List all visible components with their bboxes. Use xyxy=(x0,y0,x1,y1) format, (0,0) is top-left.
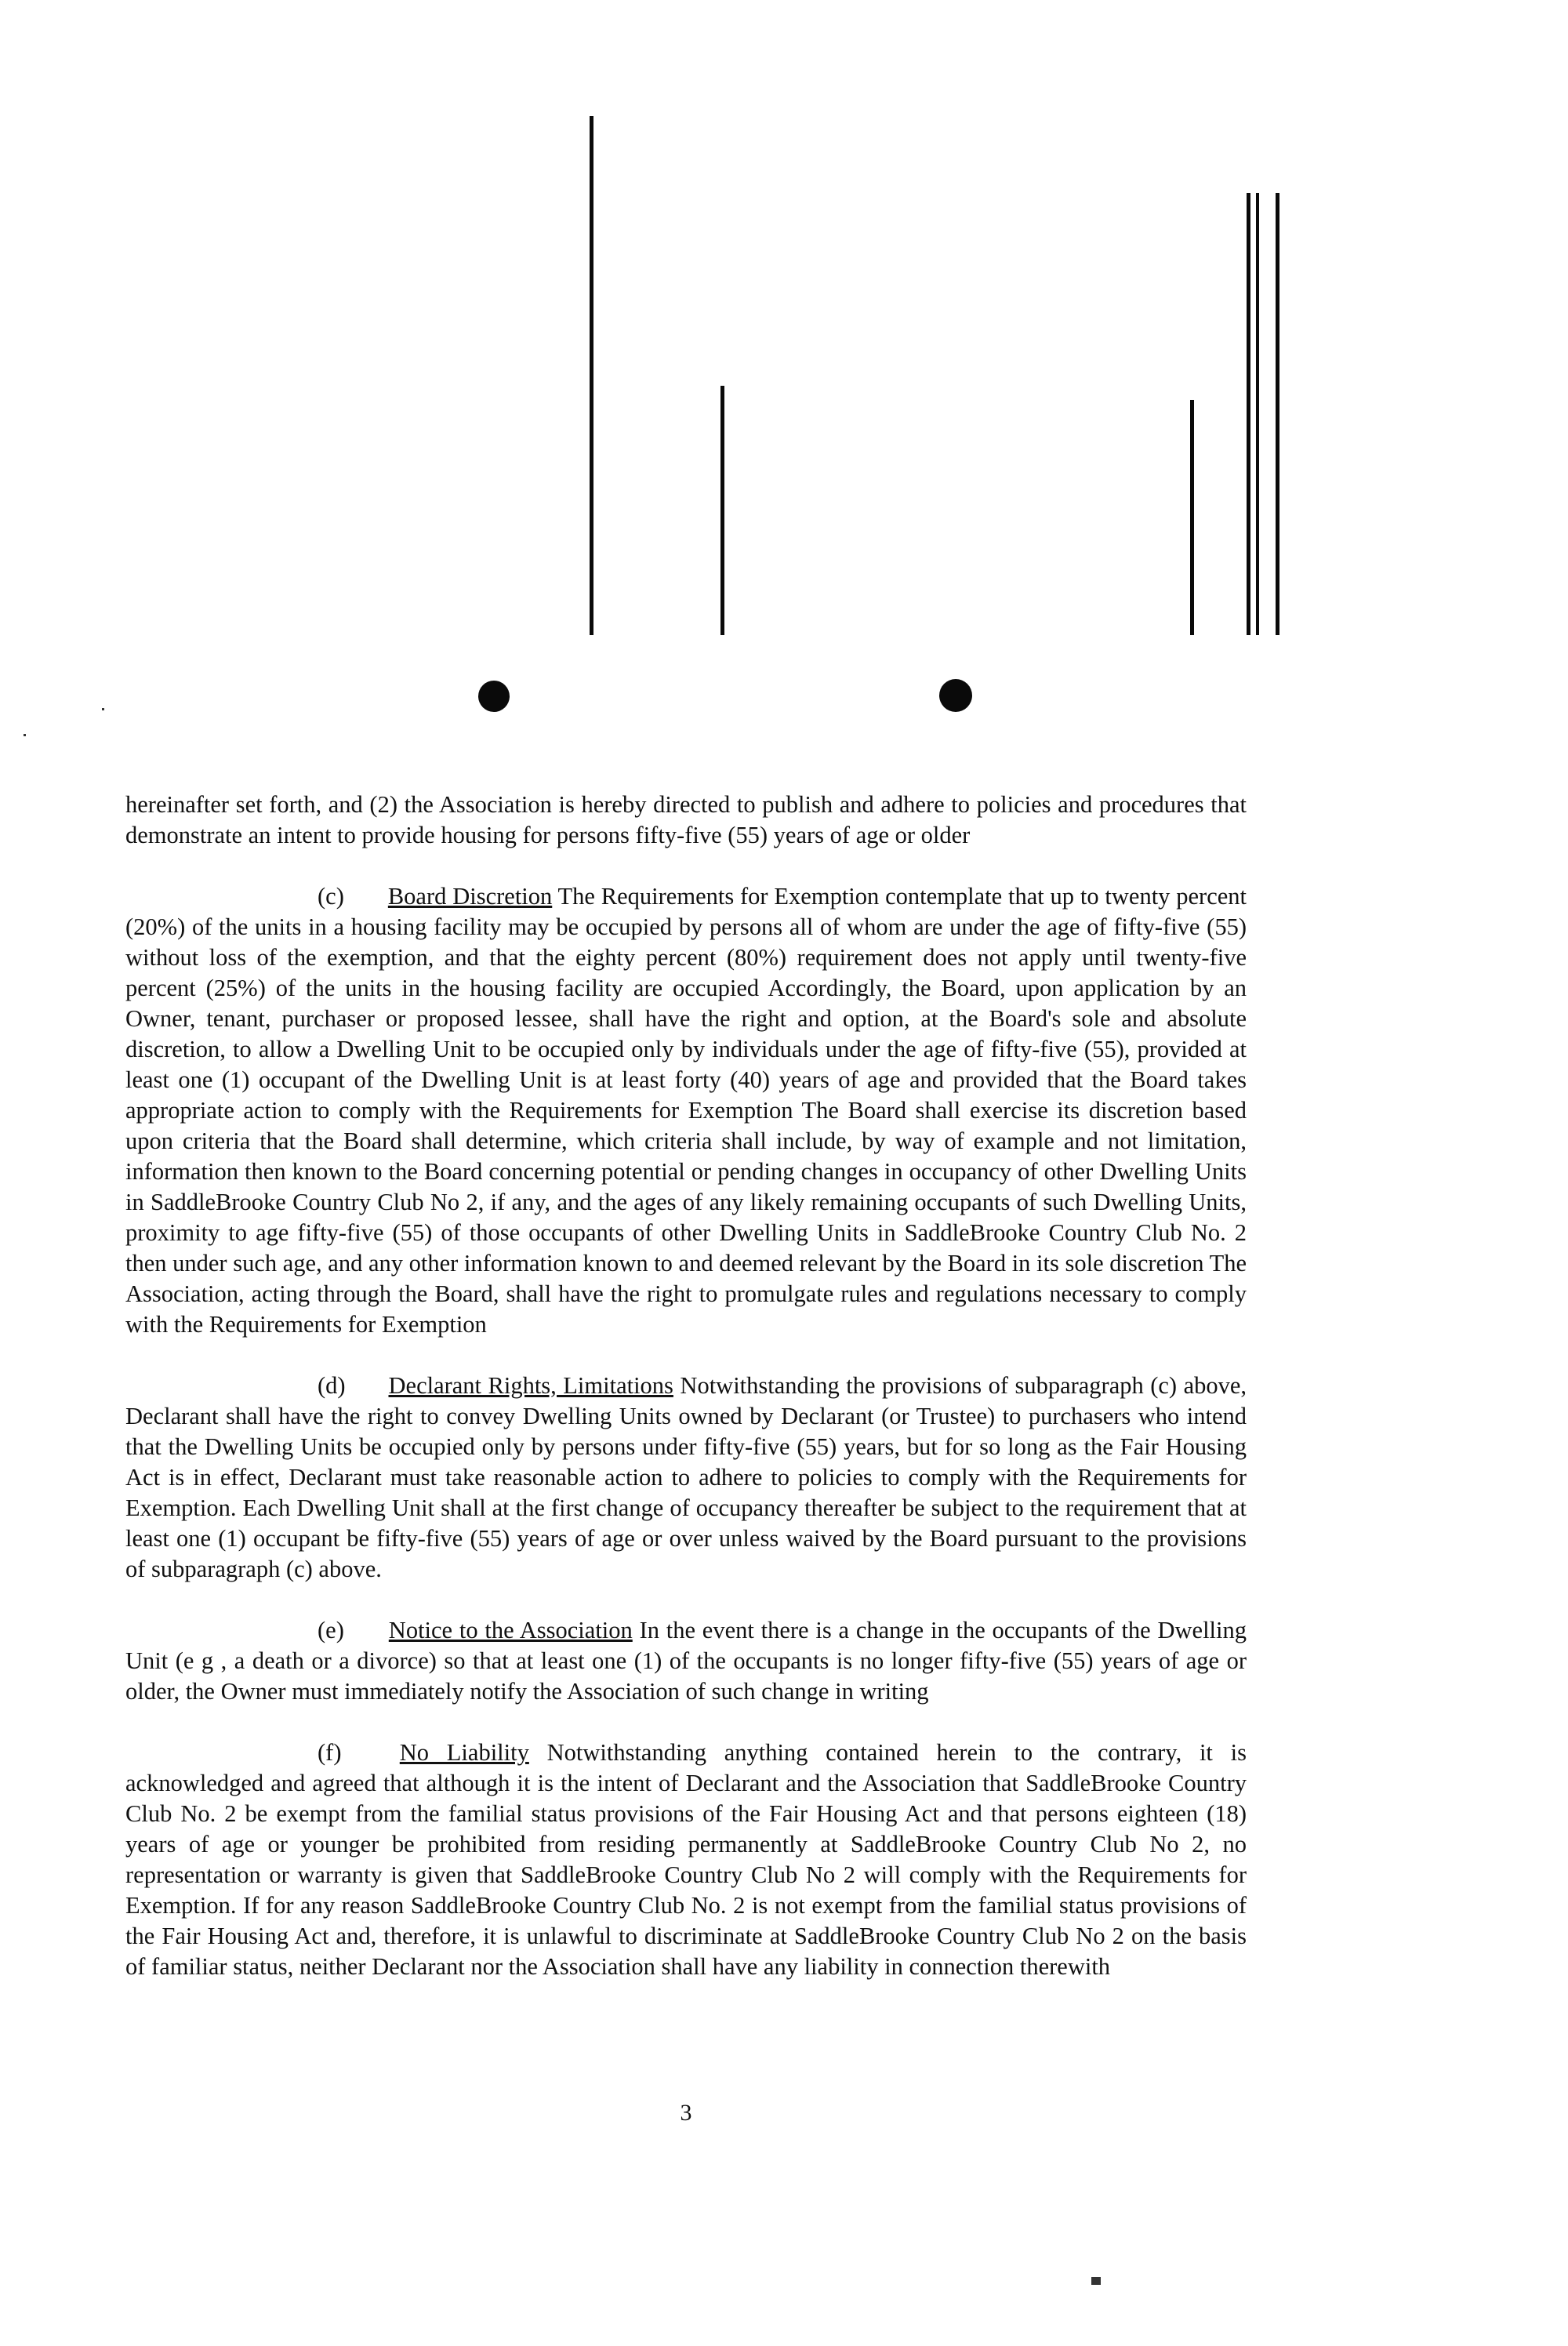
section-e-body: In the event there is a change in the occupants of the Dwelling Unit (e g , a death or a divorce) so that at least one (1) of the occupants is no longer fifty-five (55) years of age or older, the Owner must immediately notify the Association of such change in writing xyxy=(125,1617,1247,1705)
scan-speck xyxy=(102,708,104,710)
section-d xyxy=(125,1371,1247,1585)
scan-bar xyxy=(1190,400,1194,635)
scan-speck xyxy=(1091,2277,1101,2285)
section-c xyxy=(125,881,1247,1340)
scan-bar xyxy=(1247,193,1250,635)
section-d-label: (d) xyxy=(318,1372,346,1399)
section-d-body: Notwithstanding the provisions of subparagraph (c) above, Declarant shall have the right to convey Dwelling Units owned by Declarant (or Trustee) to purchasers who intend that the Dwelling Units be occupied only by persons under fifty-five (55) years, but for so long as the Fair Housing Act is in effect, Declarant must take reasonable action to adhere to policies to comply with the Requirements for Exemption. Each Dwelling Unit shall at the first change of occupancy thereafter be subject to the requirement that at least one (1) occupant be fifty-five (55) years of age or over unless waived by the Board pursuant to the provisions of subparagraph (c) above. xyxy=(125,1372,1247,1582)
section-c-heading: Board Discretion xyxy=(387,883,553,910)
punch-hole xyxy=(478,681,510,712)
section-f-heading: No Liability xyxy=(399,1739,529,1766)
intro-paragraph: hereinafter set forth, and (2) the Association is hereby directed to publish and adhere to policies and procedures that demonstrate an intent to provide housing for persons fifty-five (55) years of age or older xyxy=(125,791,1247,848)
document-body xyxy=(125,790,1247,1982)
scan-speck xyxy=(24,734,26,736)
section-e xyxy=(125,1615,1247,1707)
page-number: 3 xyxy=(680,2100,692,2126)
section-f-body: Notwithstanding anything contained herein to the contrary, it is acknowledged and agreed that although it is the intent of Declarant and the Association that SaddleBrooke Country Club No. 2 be exempt from the familial status provisions of the Fair Housing Act and that persons eighteen (18) years of age or younger be prohibited from residing permanently at SaddleBrooke Country Club No 2, no representation or warranty is given that SaddleBrooke Country Club No 2 will comply with the Requirements for Exemption. If for any reason SaddleBrooke Country Club No. 2 is not exempt from the familial status provisions of the Fair Housing Act and, therefore, it is unlawful to discriminate at SaddleBrooke Country Club No 2 on the basis of familiar status, neither Declarant nor the Association shall have any liability in connection therewith xyxy=(125,1739,1247,1980)
scan-bar xyxy=(1256,193,1259,635)
scan-bar xyxy=(590,116,593,635)
section-f xyxy=(125,1738,1247,1982)
section-e-heading: Notice to the Association xyxy=(388,1617,633,1643)
section-f-label: (f) xyxy=(318,1739,342,1766)
punch-hole xyxy=(939,679,972,712)
section-e-label: (e) xyxy=(318,1617,344,1643)
section-d-heading: Declarant Rights, Limitations xyxy=(388,1372,673,1399)
section-c-label: (c) xyxy=(318,883,344,910)
scan-bar xyxy=(720,386,724,635)
section-c-body: The Requirements for Exemption contemplate that up to twenty percent (20%) of the units in a housing facility may be occupied by persons all of whom are under the age of fifty-five (55) without loss of the exemption, and that the eighty percent (80%) requirement does not apply until twenty-five percent (25%) of the units in the housing facility are occupied Accordingly, the Board, upon application by an Owner, tenant, purchaser or proposed lessee, shall have the right and option, at the Board's sole and absolute discretion, to allow a Dwelling Unit to be occupied only by individuals under the age of fifty-five (55), provided at least one (1) occupant of the Dwelling Unit is at least forty (40) years of age and provided that the Board takes appropriate action to comply with the Requirements for Exemption The Board shall exercise its discretion based upon criteria that the Board shall determine, which criteria shall include, by way of example and not limitation, information then known to the Board concerning potential or pending changes in occupancy of other Dwelling Units in SaddleBrooke Country Club No 2, if any, and the ages of any likely remaining occupants of such Dwelling Units, proximity to age fifty-five (55) of those occupants of other Dwelling Units in SaddleBrooke Country Club No. 2 then under such age, and any other information known to and deemed relevant by the Board in its sole discretion The Association, acting through the Board, shall have the right to promulgate rules and regulations necessary to comply with the Requirements for Exemption xyxy=(125,883,1247,1338)
scan-bar xyxy=(1276,193,1279,635)
